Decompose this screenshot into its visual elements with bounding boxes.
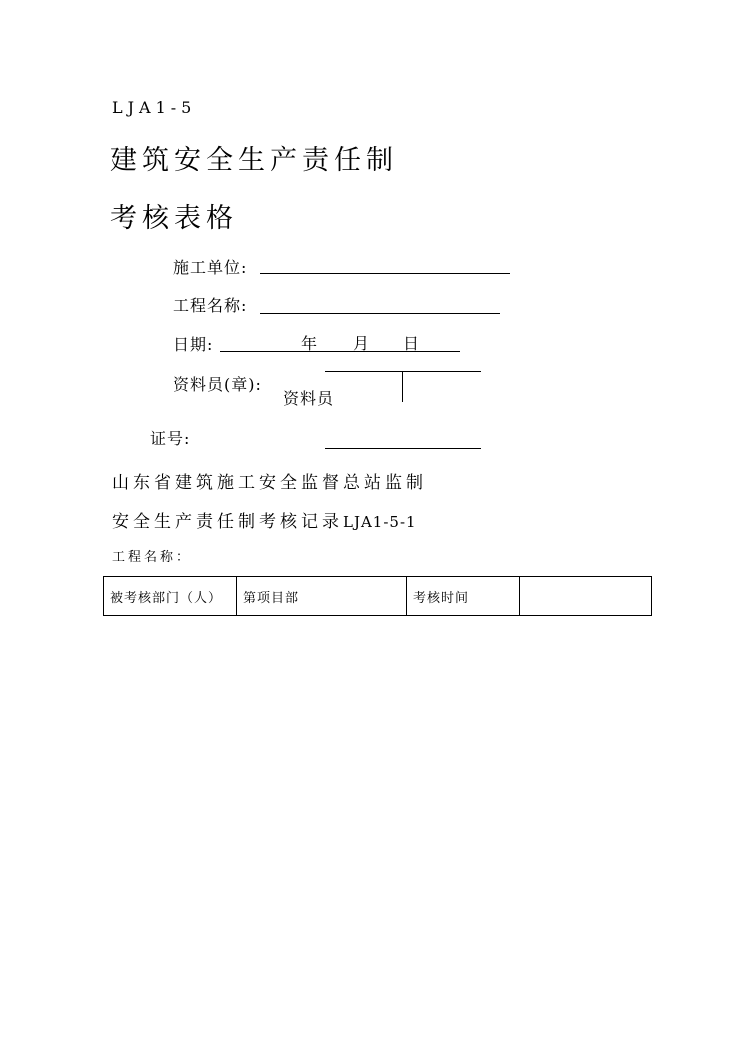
record-title: 安全生产责任制考核记录	[112, 512, 343, 532]
issuer-line: 山东省建筑施工安全监督总站监制	[112, 473, 427, 493]
record-project-label: 工程名称：	[112, 550, 193, 565]
project-field-line	[260, 313, 500, 314]
clerk-top-line	[325, 371, 481, 372]
date-field-line	[220, 351, 460, 352]
cert-field-line	[325, 448, 481, 449]
page-title: 建筑安全生产责任制	[110, 145, 398, 176]
date-label: 日期:	[173, 335, 214, 354]
project-label: 工程名称:	[173, 296, 248, 315]
clerk-stamp-text: 资料员	[283, 389, 335, 408]
record-code: LJA1-5-1	[343, 513, 417, 531]
date-year: 年	[301, 334, 318, 353]
page-subtitle: 考核表格	[110, 203, 238, 234]
table-cell-review-time: 考核时间	[407, 577, 520, 616]
record-title-line	[112, 507, 417, 532]
review-table	[103, 576, 652, 616]
table-row	[104, 577, 652, 616]
document-code: LJA1-5	[112, 98, 197, 117]
clerk-label: 资料员(章):	[173, 375, 262, 394]
cert-label: 证号:	[150, 429, 191, 448]
unit-field-line	[260, 273, 510, 274]
date-month: 月	[353, 334, 370, 353]
table-cell-project-dept: 第项目部	[237, 577, 407, 616]
clerk-divider	[402, 372, 403, 402]
table-cell-department: 被考核部门（人）	[104, 577, 237, 616]
unit-label: 施工单位:	[173, 258, 248, 277]
table-cell-review-time-value[interactable]	[520, 577, 652, 616]
date-day: 日	[403, 334, 420, 353]
